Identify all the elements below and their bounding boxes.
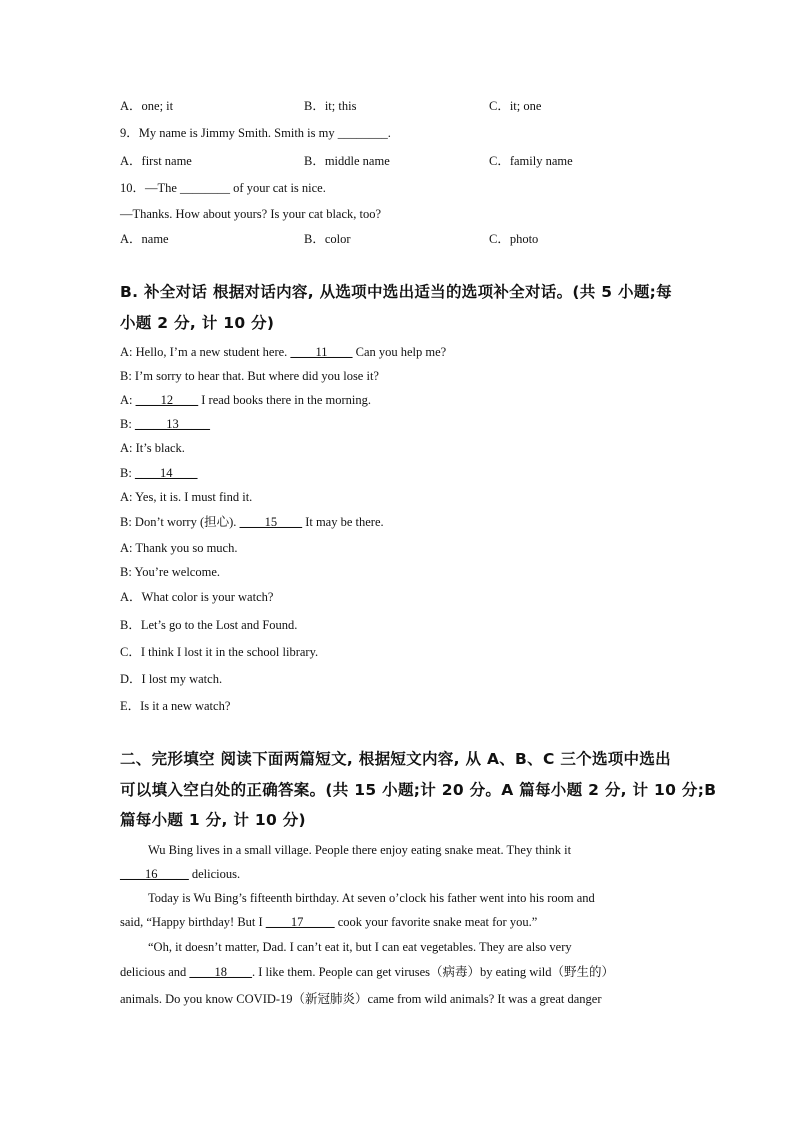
section-b-heading-line1: B. 补全对话 根据对话内容, 从选项中选出适当的选项补全对话。(共 5 小题;每 <box>120 283 672 301</box>
q10-reply: —Thanks. How about yours? Is your cat black, too? <box>120 207 382 221</box>
section-2-heading-line2: 可以填入空白处的正确答案。(共 15 小题;计 20 分。A 篇每小题 2 分, 计 10 分;B <box>120 781 717 799</box>
blank-14: ____14____ <box>134 466 198 480</box>
passage-line: Wu Bing lives in a small village. People there enjoy eating snake meat. They think it <box>148 843 572 857</box>
choice-a: A．What color is your watch? <box>120 590 274 604</box>
passage-line: animals. Do you know COVID-19（新冠肺炎）came from wild animals? It was a great danger <box>120 992 602 1006</box>
q8-option-b: B．it; this <box>304 99 357 113</box>
blank-17: ____17_____ <box>265 915 335 929</box>
section-2-heading-line3: 篇每小题 1 分, 计 10 分) <box>120 811 306 829</box>
q10-option-c: C．photo <box>489 232 539 246</box>
blank-12: ____12____ <box>135 393 199 407</box>
passage-line: said, “Happy birthday! But I ____17_____ cook your favorite snake meat for you.” <box>120 915 538 929</box>
blank-16: ____16_____ <box>120 867 189 881</box>
blank-11: ____11____ <box>290 345 353 359</box>
q9-option-a: A．first name <box>120 154 192 168</box>
dialogue-line: A: Thank you so much. <box>120 541 238 555</box>
section-b-heading-line2: 小题 2 分, 计 10 分) <box>120 314 275 332</box>
passage-line: Today is Wu Bing’s fifteenth birthday. At seven o’clock his father went into his room and <box>148 891 595 905</box>
q10-stem: 10．—The ________ of your cat is nice. <box>120 181 326 195</box>
section-2-heading-line1: 二、完形填空 阅读下面两篇短文, 根据短文内容, 从 A、B、C 三个选项中选出 <box>120 750 671 768</box>
blank-15: ____15____ <box>239 515 303 529</box>
q9-option-b: B．middle name <box>304 154 390 168</box>
dialogue-line: A: Yes, it is. I must find it. <box>120 490 253 504</box>
dialogue-line: A: ____12____ I read books there in the morning. <box>120 393 371 407</box>
q9-stem: 9．My name is Jimmy Smith. Smith is my ________. <box>120 126 391 140</box>
dialogue-line: A: Hello, I’m a new student here. ____11____ Can you help me? <box>120 345 447 359</box>
blank-13: _____13_____ <box>134 417 210 431</box>
dialogue-line: B: Don’t worry (担心). ____15____ It may be there. <box>120 515 384 529</box>
dialogue-line: A: It’s black. <box>120 441 185 455</box>
q10-option-a: A．name <box>120 232 169 246</box>
choice-c: C．I think I lost it in the school library. <box>120 645 319 659</box>
blank-18: ____18____ <box>189 965 252 979</box>
dialogue-line: B: _____13_____ <box>120 417 210 431</box>
dialogue-line: B: I’m sorry to hear that. But where did you lose it? <box>120 369 379 383</box>
dialogue-line: B: You’re welcome. <box>120 565 220 579</box>
q8-option-a: A．one; it <box>120 99 174 113</box>
choice-d: D．I lost my watch. <box>120 672 223 686</box>
dialogue-line: B: ____14____ <box>120 466 198 480</box>
passage-line: delicious and ____18____. I like them. People can get viruses（病毒）by eating wild（野生的） <box>120 965 615 979</box>
q9-option-c: C．family name <box>489 154 573 168</box>
passage-line: ____16_____ delicious. <box>120 867 241 881</box>
q8-option-c: C．it; one <box>489 99 542 113</box>
choice-b: B．Let’s go to the Lost and Found. <box>120 618 298 632</box>
q10-option-b: B．color <box>304 232 351 246</box>
passage-line: “Oh, it doesn’t matter, Dad. I can’t eat it, but I can eat vegetables. They are also very <box>148 940 572 954</box>
choice-e: E．Is it a new watch? <box>120 699 231 713</box>
